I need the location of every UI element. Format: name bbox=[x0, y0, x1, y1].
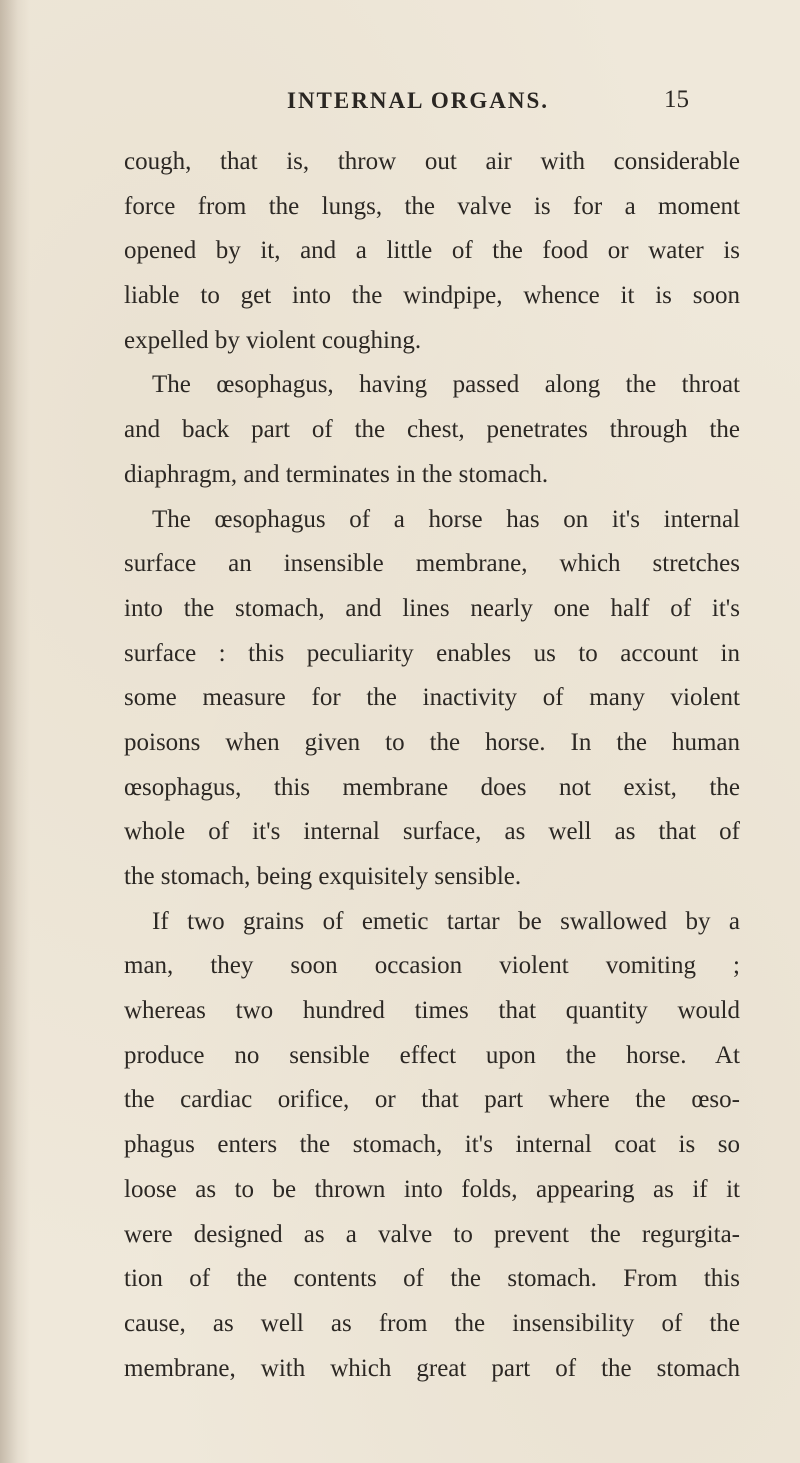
page-number: 15 bbox=[664, 86, 689, 113]
text-line: man, they soon occasion violent vomiting ; bbox=[124, 952, 740, 980]
text-line: membrane, with which great part of the stomach bbox=[124, 1354, 740, 1382]
text-line: The œsophagus, having passed along the throat bbox=[152, 371, 740, 399]
text-line: and back part of the chest, penetrates through the bbox=[124, 416, 740, 444]
text-line: into the stomach, and lines nearly one half of it's bbox=[124, 594, 740, 622]
text-line: whole of it's internal surface, as well as that of bbox=[124, 818, 740, 846]
text-line: some measure for the inactivity of many violent bbox=[124, 684, 740, 712]
text-line: cause, as well as from the insensibility of the bbox=[124, 1309, 740, 1337]
page-header bbox=[0, 88, 800, 128]
text-line: whereas two hundred times that quantity would bbox=[124, 997, 740, 1025]
text-line: poisons when given to the horse. In the human bbox=[124, 728, 740, 756]
text-line: œsophagus, this membrane does not exist, the bbox=[124, 773, 740, 801]
text-line: were designed as a valve to prevent the regurgita- bbox=[124, 1220, 740, 1248]
body-text bbox=[124, 140, 740, 1391]
text-line: surface an insensible membrane, which stretches bbox=[124, 550, 740, 578]
text-line: The œsophagus of a horse has on it's internal bbox=[152, 505, 740, 533]
text-line: the cardiac orifice, or that part where the œso- bbox=[124, 1086, 740, 1114]
text-line: expelled by violent coughing. bbox=[124, 326, 422, 354]
text-line: phagus enters the stomach, it's internal coat is so bbox=[124, 1131, 740, 1159]
running-title: INTERNAL ORGANS. bbox=[287, 88, 550, 113]
text-line: tion of the contents of the stomach. From this bbox=[124, 1265, 740, 1293]
text-line: the stomach, being exquisitely sensible. bbox=[124, 863, 522, 890]
text-line: produce no sensible effect upon the horse. At bbox=[124, 1041, 740, 1069]
text-line: cough, that is, throw out air with considerable bbox=[124, 148, 740, 175]
text-line: force from the lungs, the valve is for a moment bbox=[124, 192, 740, 220]
page-gutter-shadow bbox=[0, 0, 30, 1463]
text-line: opened by it, and a little of the food or water is bbox=[124, 237, 740, 265]
text-line: diaphragm, and terminates in the stomach. bbox=[124, 460, 549, 488]
text-line: If two grains of emetic tartar be swallowed by a bbox=[152, 907, 740, 935]
text-line: liable to get into the windpipe, whence it is soon bbox=[124, 282, 740, 310]
text-line: surface : this peculiarity enables us to account in bbox=[124, 639, 740, 667]
text-line: loose as to be thrown into folds, appearing as if it bbox=[124, 1175, 740, 1203]
